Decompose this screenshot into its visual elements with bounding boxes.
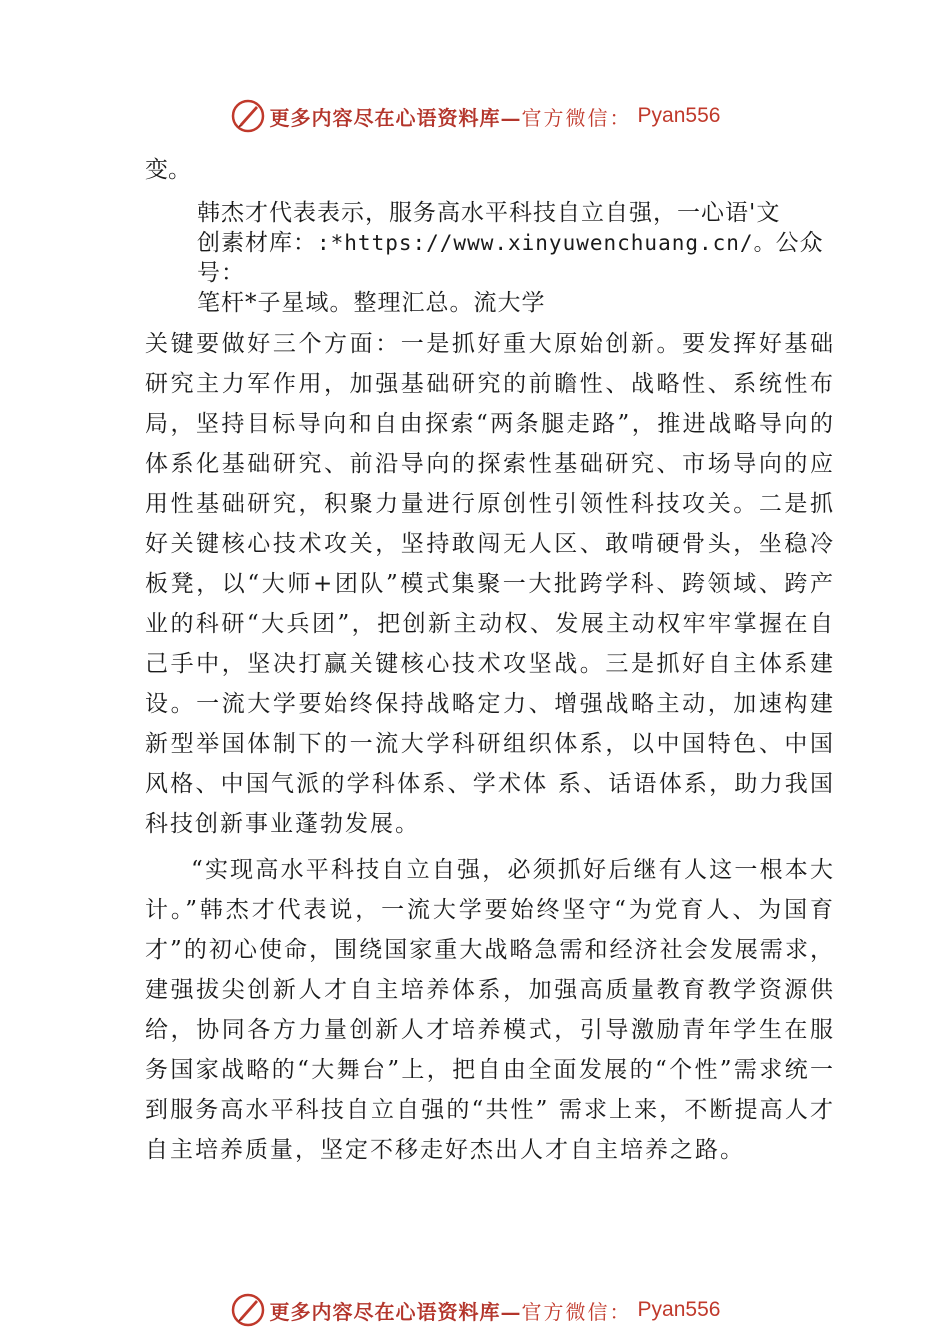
paragraph-1: 关键要做好三个方面：一是抓好重大原始创新。要发挥好基础研究主力军作用，加强基础研究的前瞻性、战略性、系统性布局，坚持目标导向和自由探索“两条腿走路”，推进战略导向的体系化基础研究、前沿导向的探索性基础研究、市场导向的应用性基础研究，积聚力量进行原创性引领性科技攻关。二是抓好关键核心技术攻关，坚持敢闯无人区、敢啃硬骨头，坐稳冷板凳，以“大师+团队”模式集聚一大批跨学科、跨领域、跨产业的科研“大兵团”，把创新主动权、发展主动权牢牢掌握在自己手中，坚决打赢关键核心技术攻坚战。三是抓好自主体系建设。一流大学要始终保持战略定力、增强战略主动，加速构建新型举国体制下的一流大学科研组织体系，以中国特色、中国风格、中国气派的学科体系、学术体 系、话语体系，助力我国科技创新事业蓬勃发展。 <box>145 331 835 837</box>
text-fragment: 变。 <box>145 157 191 183</box>
banner-text: 更多内容尽在心语资料库— <box>269 1299 522 1324</box>
banner-wechat-id: Pyan556 <box>637 1298 721 1321</box>
quote-prefix: 创素材库： <box>197 230 317 256</box>
banner-wechat-label: 官方微信： <box>521 1299 632 1324</box>
quote-line-2 <box>197 228 835 288</box>
quote-line-1: 韩杰才代表表示，服务高水平科技自立自强，一心语'文 <box>197 200 781 226</box>
footer-banner <box>0 1290 950 1330</box>
brush-logo-icon <box>230 1292 266 1328</box>
banner-text: 更多内容尽在心语资料库— <box>269 105 522 130</box>
paragraph-2: “实现高水平科技自立自强，必须抓好后继有人这一根本大计。”韩杰才代表说，一流大学要始终坚守“为党育人、为国育才”的初心使命，围绕国家重大战略急需和经济社会发展需求，建强拔尖创新人才自主培养体系，加强高质量教育教学资源供给，协同各方力量创新人才培养模式，引导激励青年学生在服务国家战略的“大舞台”上，把自由全面发展的“个性”需求统一到服务高水平科技自立自强的“共性” 需求上来，不断提高人才自主培养质量，坚定不移走好杰出人才自主培养之路。 <box>145 857 835 1163</box>
banner-wechat-id: Pyan556 <box>637 104 721 127</box>
quote-block <box>145 198 835 318</box>
quote-url: :*https://www.xinyuwenchuang.cn/。 <box>317 231 776 255</box>
banner-wechat-label: 官方微信： <box>521 105 632 130</box>
quote-line-3: 笔杆*子星域。整理汇总。流大学 <box>197 290 546 316</box>
document-body <box>145 150 835 1170</box>
brush-logo-icon <box>230 98 266 134</box>
quote-suffix: 公众号： <box>197 230 824 286</box>
header-banner <box>0 96 950 136</box>
